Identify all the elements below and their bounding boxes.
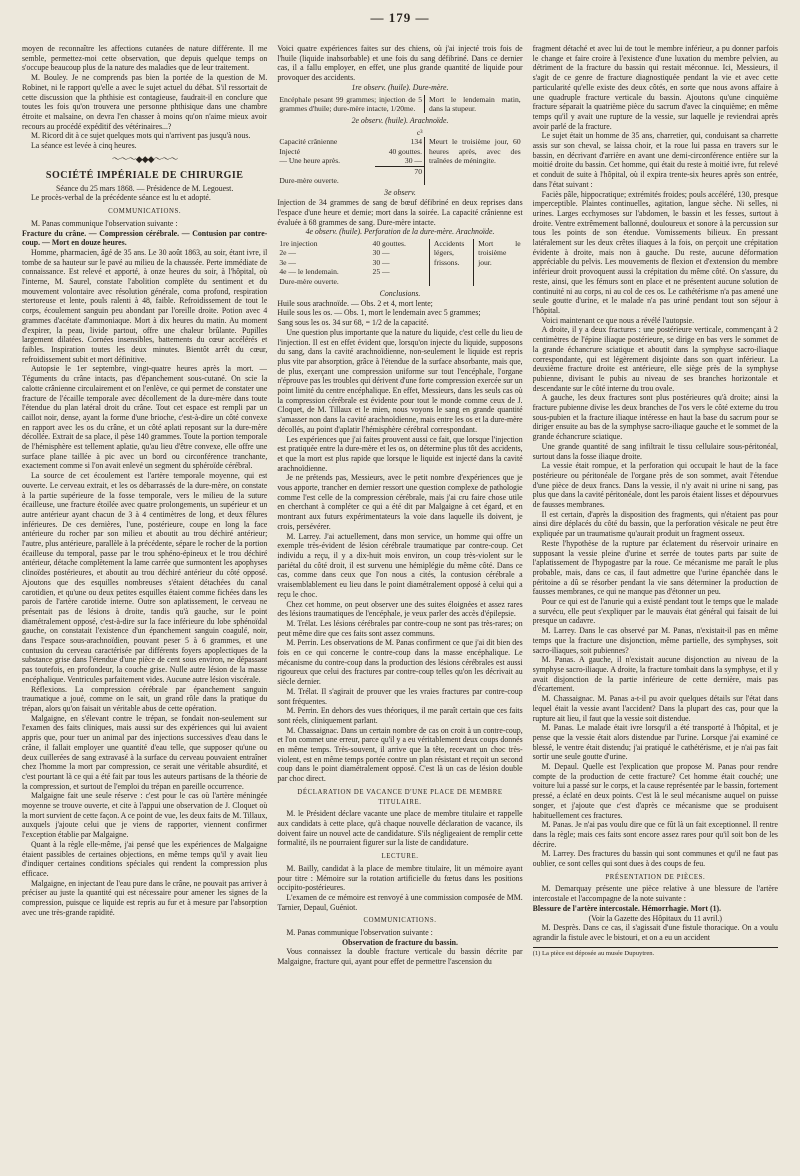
observation-4-title: 4e observ. (huile). Perforation de la dure-mère. Arachnoïde. (305, 227, 495, 237)
paragraph: M. Bailly, candidat à la place de membre titulaire, lit un mémoire ayant pour titre : Mémoire sur la rotation artificielle du fœtus dans les positions occipito-postérieures. (277, 863, 523, 893)
paragraph: Malgaigne, en injectant de l'eau pure dans le crâne, ne pouvait pas arriver à préciser au juste la quantité qui est nécessaire pour amener les signes de la compression, puisque ce liquide est repris au fur et à mesure par l'absorption avec une très-grande rapidité. (22, 878, 268, 917)
obs4-row-label: 1re injection (279, 238, 318, 248)
paragraph: M. Perrin. Les observations de M. Panas confirment ce que j'ai dit bien des fois en ce qui concerne le contre-coup dans la masse encéphalique. Le mécanisme du contre-coup dans la production des lésions cérébrales est aussi rigoureux que celui des fractures par contre-coup telles qu'on les décrivait au siècle dernier. (277, 638, 523, 687)
obs4-row-value (371, 277, 430, 286)
obs4-row-label: 2e — (279, 248, 296, 258)
paragraph: M. Larrey. Des fractures du bassin qui sont communes et qu'il ne faut pas oublier, ce sont celles qui sont dues à des coups de feu. (532, 849, 778, 869)
observation-1-title: 1re observ. (huile). Dure-mère. (351, 82, 449, 92)
paragraph: M. Larrey. J'ai actuellement, dans mon service, un homme qui offre un exemple très-évident de lésion cérébrale traumatique par contre-coup. Cet individu a reçu, il y a dix-huit mois environ, un coup très-violent sur le pariétal du côté droit, il est survenu une hémiplégie du même côté. Dans ce cas, comme dans ceux que l'on nous a cités, la contusion cérébrale a vraisemblablement eu lieu dans le point diamétralement opposé à celui qui a reçu le choc. (277, 531, 523, 599)
paragraph: La séance est levée à cinq heures. (31, 141, 137, 151)
paragraph: M. Bouley. Je ne comprends pas bien la portée de la question de M. Robinet, ni le rapport qu'elle a avec le sujet actuel du débat. S'il ressortait de cette discussion que la phthisie est contagieuse, faudrait-il en conclure que toutes les fois qu'on trouvera une personne phthisique dans une chambre étroite et malsaine, on devra l'en chasser à moins qu'on n'aime mieux avoir recours au procédé expéditif des vétérinaires...? (22, 73, 268, 131)
reference-line: (Voir la Gazette des Hôpitaux du 11 avril.) (588, 913, 722, 923)
paragraph: Malgaigne, en s'élevant contre le trépan, se fondait non-seulement sur l'examen des faits cliniques, mais aussi sur des expériences qui lui avaient appris que, pour tuer un animal par des injections successives d'eau dans le crâne, il fallait employer une quantité d'eau telle, que supposer qu'une ou deux cuillerées de sang extravasé à la surface du cerveau pouvaient entraîner chez l'homme la mort par compression, ce serait une véritable absurdité, et c'est pourtant là ce qui a été fait par tous les auteurs partisans de la théorie de la compression, et surtout de l'emploi du trépan en pareille occurrence. (22, 713, 268, 791)
observation-title-text: Blessure de l'artère intercostale. Hémorrhagie. Mort (1). (532, 903, 722, 913)
observation-2-table (277, 128, 522, 185)
lecture-heading: LECTURE. (381, 853, 419, 861)
column-2 (277, 44, 522, 1162)
paragraph: M. Panas communique l'observation suivante : (31, 218, 178, 228)
footnote: (1) La pièce est déposée au musée Dupuytren. (533, 947, 778, 958)
paragraph: Autopsie le 1er septembre, vingt-quatre heures après la mort. — Téguments du crâne intacts, pas d'épanchement sous-cutané. On scie la calotte crânienne circulairement et on l'enlève, ce qui permet de constater une fracture de l'écaille temporale avec décollement de la dure-mère dans toute l'étendue du plan latéral droit du crâne. Tout cet espace est rempli par un caillot noir, dense, ayant la forme d'une brioche, c'est-à-dire un côté convexe en rapport avec les os du crâne, et un côté aplati reposant sur la dure-mère décollée. Extrait de sa place, il pèse 140 grammes. Toute la portion temporale de l'hémisphère est tellement aplatie, qu'au lieu d'être convexe, elle offre une surface plane taillée à pic avec un bord ou circonférence tranchante, exactement comme si l'on avait enlevé un segment du sphéroïde cérébral. (22, 364, 268, 471)
obs2-row-value (375, 176, 424, 185)
paragraph: La source de cet écoulement est l'artère temporale moyenne, qui est ouverte. Le cerveau extrait, et les os débarrassés de la dure-mère, on constate à la partie supérieure de la fosse temporale, vers le milieu de la suture écailleuse, une fracture étoilée avec quatre prolongements, un supérieur et un autre antérieur ayant chacun de 3 à 4 centimètres de long, et deux fêlures inférieures. De ces dernières, l'une, postérieure, coupe en long la face antérieure du rocher par son milieu et aboutit au trou déchiré antérieur; l'autre, plus antérieure, parallèle à la précédente, sépare le rocher de la portion écailleuse du temporal, passe par le trou sphéno-épineux et le trou déchiré antérieur, détache complètement la lame carrée que surmontent les apophyses clinoïdes postérieures, et aboutit au trou déchiré antérieur du côté opposé. Ajoutons que des esquilles nombreuses s'étaient détachées du canal carotidien, et qu'une ou deux petites esquilles étaient comme fichées dans les parois de l'artère carotide interne. Outre son aplatissement, le cerveau ne présentait pas de lésions à droite, tandis qu'à gauche, sur le point diamétralement opposé, c'est-à-dire sur la face inférieure du lobe sphénoïdal gauche, on constatait l'existence d'un épanchement sanguin coagulé, noir, dans l'espace sous-arachnoïdien, pouvant peser 5 à 6 grammes, et une contusion du cerveau caractérisée par différents foyers apoplectiques de la substance grise dans l'étendue d'une pièce de cent sous environ, ne dépassant pas toutefois, en profondeur, la couche grise. Nulle autre lésion de la masse encéphalique. Ventricules parfaitement vides. Aucune autre lésion viscérale. (22, 471, 268, 684)
conclusion-line: Huile sous les os. — Obs. 1, mort le lendemain avec 5 grammes; (277, 308, 481, 318)
paragraph: M. Demarquay présente une pièce relative à une blessure de l'artère intercostale et l'accompagne de la note suivante : (532, 884, 778, 904)
paragraph: Il est certain, d'après la disposition des fragments, qui n'étaient pas pour ainsi dire déplacés du côté du bassin, que la perforation vésicale ne peut être expliquée par un traumatisme qu'aurait produit un fragment osseux. (532, 509, 778, 539)
obs2-row-value: 70 (375, 166, 424, 176)
obs2-unit: c³ (416, 128, 423, 138)
paragraph: M. Desprès. Dans ce cas, il s'agissait d'une fistule thoracique. On a voulu agrandir la fistule avec le bistouri, et on a eu un accident (532, 923, 778, 942)
page-number: — 179 — (370, 10, 430, 25)
paragraph: M. Trélat. Les lésions cérébrales par contre-coup ne sont pas très-rares; on peut même dire que ces faits sont assez communs. (277, 618, 523, 638)
observation-title-text: Observation de fracture du bassin. (341, 937, 458, 947)
paragraph: Voici maintenant ce que nous a révélé l'autopsie. (541, 315, 695, 325)
paragraph: Je ne prétends pas, Messieurs, avec le petit nombre d'expériences que je vous apporte, trancher en dernier ressort une question complexe de pathologie comme l'est celle de la compression cérébrale, mais j'ai cru faire chose utile en cherchant à compléter ce qui a été dit par Malgaigne à cet égard, et en montrant aux futurs expérimentateurs la voie dans laquelle ils doivent, je crois, persévérer. (277, 473, 523, 531)
society-heading: SOCIÉTÉ IMPÉRIALE DE CHIRURGIE (45, 169, 244, 181)
paragraph: Pour ce qui est de l'anurie qui a existé pendant tout le temps que le malade a survécu, elle peut s'expliquer par le mauvais état général qui faisait de lui presque un cadavre. (532, 597, 778, 626)
observation-3-title: 3e observ. (384, 188, 416, 198)
paragraph: Chez cet homme, on peut observer une des suites éloignées et assez rares des lésions traumatiques de l'encéphale, je veux parler des accès d'épilepsie. (277, 599, 523, 619)
observation-1-table (277, 95, 522, 114)
paragraph: A gauche, les deux fractures sont plus postérieures qu'à droite; ainsi la fracture pubienne divise les deux branches de l'os vers le côté externe du trou sous-pubien et la fracture iliaque intéresse en haut la base du sacrum pour se diriger ensuite au bas de la symphyse sacro-iliaque gauche et le sommet de la grande échancrure sciatique. (532, 393, 778, 442)
obs2-row-label: Capacité crânienne (279, 137, 338, 147)
communications-heading: COMMUNICATIONS. (108, 208, 182, 216)
session-line: Séance du 25 mars 1868. — Présidence de M. Legouest. (56, 183, 234, 193)
obs2-row-label: Injecté (279, 146, 300, 156)
observation-2-right: Meurt le troisième jour, 60 heures après, avec des traînées de méningite. (425, 137, 523, 185)
obs2-row-value: 134 (410, 137, 423, 147)
paragraph: Homme, pharmacien, âgé de 35 ans. Le 30 août 1863, au soir, étant ivre, il tombe de sa hauteur sur le pavé au milieu de la chaussée. Perte immédiate de connaissance. Est relevé et apporté, à onze heures du soir, à l'hôpital, où l'interne, M. Saurel, constate l'abolition complète du sentiment et du mouvement volontaire avec résolution générale, coma profond, respiration stertoreuse et lente, pouls ralenti à 48, faible. Refroidissement de tout le corps, écoulement sanguin peu abondant par l'oreille droite. Potion avec 4 grammes d'acétate d'ammoniaque. Mort à dix heures du matin. Au moment d'expirer, la peau, livide partout, offre une chaleur brûlante. Pupilles largement dilatées. Cornées insensibles, battements du cœur accélérés et faibles. Inspiration toutes les deux minutes. Bientôt arrêt du cœur, refroidissement subit et mort définitive. (22, 247, 268, 364)
paragraph: M. Ricord dit à ce sujet quelques mots qui n'arrivent pas jusqu'à nous. (31, 131, 251, 141)
obs2-row-label: Dure-mère ouverte. (279, 176, 339, 186)
observation-title (22, 229, 267, 248)
observation-2-title: 2e observ. (huile). Arachnoïde. (351, 116, 449, 126)
obs2-row-value: 30 — (404, 156, 423, 166)
obs4-row-value: 25 — (372, 267, 390, 277)
observation-title-text: Fracture du crâne. — Compression cérébrale. — Contusion par contre-coup. — Mort en douze heures. (22, 228, 268, 248)
observation-4-right: Mort le troisième jour. (474, 239, 523, 286)
paragraph: M. Chassaignac. M. Panas a-t-il pu avoir quelques détails sur l'état dans lequel était la vessie avant l'accident? Dans la plupart des cas, pour que la rupture ait lieu, il faut que la vessie soit distendue. (532, 694, 778, 723)
paragraph: A droite, il y a deux fractures : une postérieure verticale, commençant à 2 centimètres de l'épine iliaque postérieure, se dirige en bas vers le sommet de la grande échancrure sciatique et aboutit dans la symphyse sacro-iliaque correspondante, qui est légèrement disjointe dans son quart inférieur. La deuxième fracture droite est antérieure, elle siège près de la symphyse pubienne, divisant le pubis au niveau de ses branches horizontale et descendante sur le côté interne du trou ovale. (532, 325, 778, 393)
minutes-line: Le procès-verbal de la précédente séance est lu et adopté. (31, 193, 211, 203)
presentation-heading: PRÉSENTATION DE PIÈCES. (605, 873, 706, 881)
obs2-row-value: 40 gouttes. (388, 146, 423, 156)
paragraph: M. Panas. Je n'ai pas voulu dire que ce fût là un fait exceptionnel. Il rentre dans la règle; mais ces faits sont encore assez rares pour qu'il soit bon de les décrire. (532, 820, 778, 849)
paragraph: Les expériences que j'ai faites prouvent aussi ce fait, que lorsque l'injection est pratiquée entre la dure-mère et les os, on détermine plus tôt des accidents, et que la mort est plus rapide que lorsque le liquide est injecté dans la cavité arachnoïdienne. (277, 434, 523, 473)
paragraph: Réflexions. La compression cérébrale par épanchement sanguin traumatique a joué, comme on le sait, un grand rôle dans la pratique du trépan, alors qu'on faisait un véritable abus de cette opération. (22, 684, 268, 713)
paragraph: Une question plus importante que la nature du liquide, c'est celle du lieu de l'injection. Il est en effet évident que, lorsqu'on injecte du liquide, supposons du sang, dans la cavité arachnoïdienne, non-seulement le liquide est repris plus vite par absorption, grâce à l'étendue de la surface absorbante, mais que, de plus, exerçant une compression uniforme sur tout l'encéphale, l'organe n'éprouve pas les troubles qui dérivent d'une forte compression exercée sur un point limité du centre encéphalique. En effet, Messieurs, dans les seuls cas où la compression cérébrale est évidente pour tout le monde comme ceux de J. Cloquet, de M. Tillaux et le mien, nous voyons le sang en grande quantité s'amasser non dans la cavité arachnoïdienne, mais entre les os et la dure-mère décollés, au point d'aplatir l'hémisphère cérébral correspondant. (277, 327, 523, 434)
paragraph: M. Depaul. Quelle est l'explication que propose M. Panas pour rendre compte de la production de cette fracture? Cet homme était couché; une voiture lui a passé sur le corps, et la cause représentée par le bassin, fortement pressé, a éclaté en deux points. C'est là le seul mécanisme auquel on puisse songer, et j'ajoute que c'est d'après ce mécanisme que se produisent habituellement ces fractures. (532, 762, 778, 820)
paragraph: La vessie était rompue, et la perforation qui occupait le haut de la face postérieure ou péritonéale de l'organe près de son sommet, avait l'étendue d'une pièce de deux francs. Dans la vessie, il n'y avait ni urine ni sang, pas plus que dans la cavité péritonéale, dont les parois étaient lisses et dépourvues de fausses membranes. (532, 461, 778, 510)
paragraph: Vous connaissez la double fracture verticale du bassin décrite par Malgaigne, fracture qui, ayant pour effet de permettre l'ascension du (277, 947, 523, 967)
obs4-row-value: 30 — (372, 257, 390, 267)
observation-4-mid: Accidents légers, frissons. (429, 239, 473, 286)
paragraph: Le sujet était un homme de 35 ans, charretier, qui, conduisant sa charrette assis sur son cheval, se laissa choir, et la roue lui passa en travers sur le bassin, en décrivant d'arrière en avant une demi-circonférence entière sur la moitié droite du bassin. Cet homme, qui était du reste à moitié ivre, fut relevé et conduit de suite à l'hôpital, où il expira trente-six heures après son entrée, dans l'état suivant : (532, 131, 778, 189)
obs4-row-label: Dure-mère ouverte. (279, 276, 339, 286)
conclusion-line: Huile sous arachnoïde. — Obs. 2 et 4, mort lente; (277, 298, 433, 308)
paragraph: M. Panas. Le malade était ivre lorsqu'il a été transporté à l'hôpital, et je pense que la vessie était alors distendue par l'urine. Lorsque j'ai examiné ce blessé, le ventre était distendu; j'ai pratiqué le cathétérisme, et je n'ai pas fait sortir une seule goutte d'urine. (532, 723, 778, 762)
observation-title (533, 904, 778, 914)
obs4-row-value: 30 — (372, 248, 390, 258)
observation-title (277, 938, 522, 948)
column-1 (22, 44, 267, 1162)
paragraph: Injection de 34 grammes de sang de bœuf défibriné en deux reprises dans l'espace d'une heure et demie; mort dans la soirée. La capacité crânienne est évaluée à 68 grammes de sang. Dure-mère intacte. (277, 198, 523, 227)
paragraph: Quant à la règle elle-même, j'ai pensé que les expériences de Malgaigne étaient passibles de certaines objections, en même temps qu'il y avait lieu d'indiquer certaines conditions spéciales qui rendent la compression plus efficace. (22, 839, 268, 878)
communications-heading: COMMUNICATIONS. (363, 917, 437, 925)
obs4-row-label: 4e — le lendemain. (279, 267, 339, 277)
ornament-divider: ～～～◆◆◆～～～ (111, 153, 178, 164)
paragraph: Une grande quantité de sang infiltrait le tissu cellulaire sous-péritonéal, surtout dans la fosse iliaque droite. (532, 441, 778, 461)
paragraph: M. Chassaignac. Dans un certain nombre de cas on croit à un contre-coup, et l'on commet une erreur, parce qu'il y a eu véritablement deux coups donnés en même temps. Très-souvent, il arrive que la tête, recevant un choc très-violent, est en même temps portée contre un plan résistant et reçoit un second coup dans le point diamétralement opposé. C'est là un cas de lésion double par choc direct. (277, 725, 523, 784)
paragraph: M. Panas communique l'observation suivante : (286, 928, 433, 938)
paragraph: M. Trélat. Il s'agirait de prouver que les vraies fractures par contre-coup sont fréquentes. (277, 686, 523, 706)
observation-4-table (277, 239, 522, 286)
text-columns (22, 44, 778, 1162)
obs2-row-label: — Une heure après. (279, 156, 341, 166)
paragraph: moyen de reconnaître les affections cutanées de nature différente. Il me semble, permettez-moi cette observation, que depuis quelque temps on s'occupe beaucoup plus de la nature des maladies que de leur traitement. (22, 44, 268, 73)
obs4-row-label: 3e — (279, 257, 296, 267)
paragraph: Malgaigne fait une seule réserve : c'est pour le cas où l'artère méningée moyenne se trouve ouverte, et cite à l'appui une observation de J. Cloquet où la mort survient de cette façon. A ce point de vue, les deux faits de M. Tillaux, auxquels j'ajoute celui que je viens de rapporter, viennent confirmer l'exception établie par Malgaigne. (22, 791, 268, 840)
paragraph: M. Larrey. Dans le cas observé par M. Panas, n'existait-il pas en même temps que la fracture une disjonction, même partielle, des symphyses, soit sacro-iliaques, soit pubiennes? (532, 626, 778, 655)
paragraph: fragment détaché et avec lui de tout le membre inférieur, a pu donner parfois le change et faire croire à l'existence d'une luxation du membre pelvien, au détriment de la fracture du bassin qui restait méconnue. Ici, Messieurs, il s'agit de ce genre de fracture diagnostiquée pendant la vie et avec cette particularité qu'elle existe des deux côtés, en sorte que nous avons affaire à une quadruple fracture verticale du bassin. Ajoutons qu'une cinquième fracture séparait la quatrième pièce du sacrum d'avec la cinquième; en même temps qu'il y avait une rupture de la vessie, sur laquelle je reviendrai après avoir parlé de la fracture. (532, 44, 778, 131)
observation-1-left: Encéphale pesant 99 grammes; injection de 5 grammes d'huile; dure-mère intacte, 1/20me. (279, 94, 423, 113)
paragraph: Reste l'hypothèse de la rupture par éclatement du réservoir urinaire en supposant la vessie pleine d'urine et serrée de toutes parts par suite de l'aplatissement de l'hypogastre par la roue. Ce mécanisme me paraît le plus probable, mais, dans ce cas, il faut admettre que l'urine épanchée dans le péritoine a dû se résorber pendant la vie sans déterminer la production de fausses membranes, ce qui ne manque pas d'étonner un peu. (532, 538, 778, 597)
paragraph: Faciès pâle, hippocratique; extrémités froides; pouls accéléré, 130, presque imperceptible. Plaintes continuelles, agitation, langue sèche. Ni selles, ni urines. Larges ecchymoses sur l'abdomen, le bassin et les fesses, surtout à droite. Ventre extrêmement ballonné, douloureux et sonore à la percussion sur tous les points de son étendue. Vomissements bilieux. En pressant latéralement sur les deux crêtes iliaques à la fois, on perçoit une crépitation évidente à droite, mais non à gauche. Du reste, aucune déformation appréciable du pelvis. Les mouvements de flexion et d'extension du membre inférieur droit provoquent aussi la crépitation du même côté. On s'assure, du reste, ainsi, que les fémurs sont en place et ne présentent aucune solution de continuité ni au corps, ni au col de ces os. Le cathétérisme n'a pas amené une seule goutte d'urine, et le malade n'a pas uriné pendant tout son séjour à l'hôpital. (532, 189, 778, 315)
paragraph: M. Perrin. En dehors des vues théoriques, il me paraît certain que ces faits sont réels, cliniquement parlant. (277, 706, 523, 725)
observation-1-right: Mort le lendemain matin, dans la stupeur. (425, 95, 523, 114)
conclusion-line: Sang sous les os. 34 sur 68, = 1/2 de la capacité. (277, 318, 429, 328)
paragraph: L'examen de ce mémoire est renvoyé à une commission composée de MM. Tarnier, Depaul, Guéniot. (277, 892, 523, 912)
conclusions-title: Conclusions. (379, 289, 421, 299)
vacancy-heading: DÉCLARATION DE VACANCE D'UNE PLACE DE MEMBRE TITULAIRE. (297, 788, 503, 806)
paragraph: M. Panas. A gauche, il n'existait aucune disjonction au niveau de la symphyse sacro-iliaque. A droite, la fracture tombait dans la symphyse, et il y avait disjonction de la partie inférieure de cette dernière, mais pas d'écartement. (532, 655, 778, 694)
column-3 (533, 44, 778, 1162)
paragraph: M. le Président déclare vacante une place de membre titulaire et rappelle aux candidats à cette place, qu'à chaque nouvelle déclaration de vacance, ils doivent faire un nouvel acte de candidature. S'ils négligeaient de remplir cette formalité, ils ne pourraient figurer sur la liste de candidature. (277, 809, 523, 848)
obs2-row-label (277, 166, 375, 176)
obs4-row-value: 40 gouttes. (372, 238, 406, 248)
paragraph: Voici quatre expériences faites sur des chiens, où j'ai injecté trois fois de l'huile (liquide inabsorbable) et une fois du sang défibriné. Dans ce dernier cas, il a fallu employer, en effet, une plus grande quantité de liquide pour provoquer des accidents. (277, 44, 523, 83)
